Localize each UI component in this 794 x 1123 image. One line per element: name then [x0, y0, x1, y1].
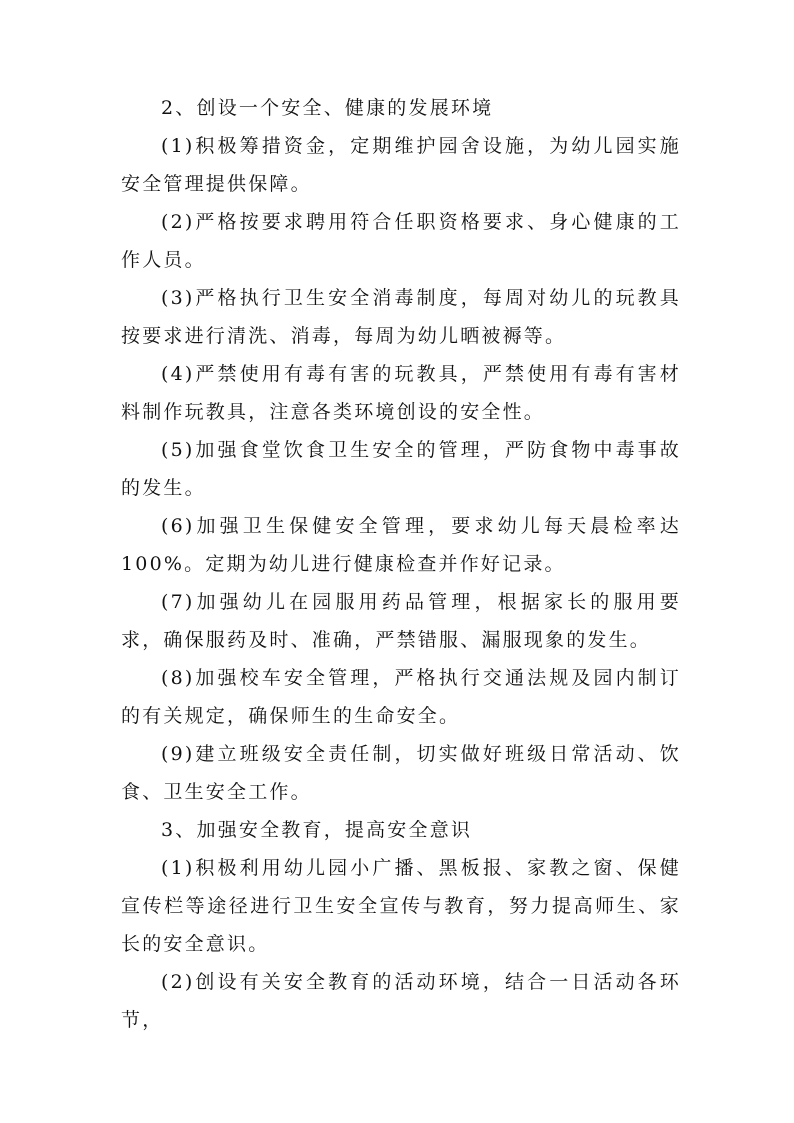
paragraph-2-3: (3)严格执行卫生安全消毒制度，每周对幼儿的玩教具按要求进行清洗、消毒，每周为幼儿晒被褥等。 [121, 287, 681, 347]
paragraph-2-7: (7)加强幼儿在园服用药品管理，根据家长的服用要求，确保服药及时、准确，严禁错服、漏服现象的发生。 [121, 591, 681, 651]
paragraph-2-2: (2)严格按要求聘用符合任职资格要求、身心健康的工作人员。 [121, 211, 681, 271]
section-heading-2: 2、创设一个安全、健康的发展环境 [161, 97, 494, 119]
paragraph-2-8: (8)加强校车安全管理，严格执行交通法规及园内制订的有关规定，确保师生的生命安全。 [121, 667, 681, 727]
paragraph-3-1: (1)积极利用幼儿园小广播、黑板报、家教之窗、保健宣传栏等途径进行卫生安全宣传与教育，努力提高师生、家长的安全意识。 [121, 857, 681, 955]
paragraph-3-2: (2)创设有关安全教育的活动环境，结合一日活动各环节， [121, 971, 681, 1031]
document-body [121, 89, 681, 1039]
paragraph-2-4: (4)严禁使用有毒有害的玩教具，严禁使用有毒有害材料制作玩教具，注意各类环境创设的安全性。 [121, 363, 681, 423]
paragraph-2-6: (6)加强卫生保健安全管理，要求幼儿每天晨检率达100%。定期为幼儿进行健康检查并作好记录。 [121, 515, 681, 575]
paragraph-2-5: (5)加强食堂饮食卫生安全的管理，严防食物中毒事故的发生。 [121, 439, 681, 499]
paragraph-2-9: (9)建立班级安全责任制，切实做好班级日常活动、饮食、卫生安全工作。 [121, 743, 681, 803]
paragraph-2-1: (1)积极筹措资金，定期维护园舍设施，为幼儿园实施安全管理提供保障。 [121, 135, 681, 195]
section-heading-3: 3、加强安全教育，提高安全意识 [161, 819, 473, 841]
